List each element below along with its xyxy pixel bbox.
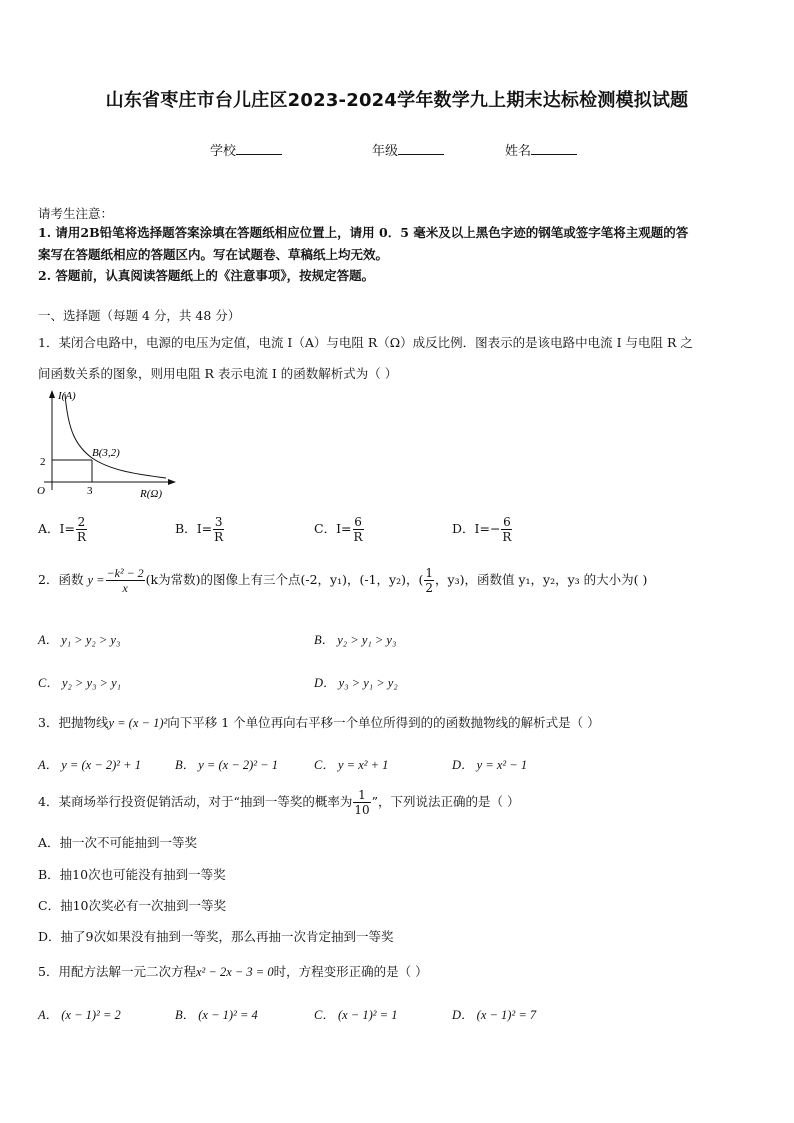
grade-blank xyxy=(398,142,444,155)
graph-tick-x: 3 xyxy=(87,485,93,497)
name-blank xyxy=(531,142,577,155)
q1-a-fraction: $\frac{2}{R}$ xyxy=(76,515,86,544)
q1-option-a: A．I= $\frac{2}{R}$ xyxy=(38,515,86,544)
q4-option-c: C．抽10次奖必有一次抽到一等奖 xyxy=(38,898,226,913)
graph-origin: O xyxy=(37,485,45,497)
q2-option-b: B． y₂ > y₁ > y₃ xyxy=(314,633,397,647)
notice-item-1b: 案写在答题纸相应的答题区内。写在试题卷、草稿纸上均无效。 xyxy=(38,247,389,262)
q5-option-a: A． (x − 1)² = 2 xyxy=(38,1008,121,1022)
q3-option-c: C． y = x² + 1 xyxy=(314,758,389,772)
graph-point-label: B(3,2) xyxy=(92,447,120,459)
section-heading: 一、选择题（每题 4 分，共 48 分） xyxy=(38,308,241,323)
q1-option-b: B．I= $\frac{3}{R}$ xyxy=(175,515,224,544)
q3-option-d: D． y = x² − 1 xyxy=(452,758,528,772)
q5-option-b: B． (x − 1)² = 4 xyxy=(175,1008,258,1022)
q1-option-c: C．I= $\frac{6}{R}$ xyxy=(314,515,363,544)
hyperbola-curve xyxy=(65,394,166,478)
q1-c-fraction: $\frac{6}{R}$ xyxy=(353,515,363,544)
q5-option-c: C． (x − 1)² = 1 xyxy=(314,1008,398,1022)
q3-option-a: A． y = (x − 2)² + 1 xyxy=(38,758,141,772)
school-blank xyxy=(236,142,282,155)
notice-heading: 请考生注意： xyxy=(38,206,114,221)
q4-option-a: A．抽一次不可能抽到一等奖 xyxy=(38,835,198,850)
q4-fraction: $\frac{1}{10}$ xyxy=(354,788,370,817)
q2-option-d: D． y₃ > y₁ > y₂ xyxy=(314,676,398,690)
name-label: 姓名 xyxy=(505,144,532,159)
x-axis-arrow xyxy=(168,479,176,485)
q3-stem: 3．把抛物线y = (x − 1)²向下平移 1 个单位再向右平移一个单位所得到的的函数抛物线的解析式是（ ） xyxy=(38,715,600,730)
q3-option-b: B． y = (x − 2)² − 1 xyxy=(175,758,278,772)
q2-point-fraction: $\frac{1}{2}$ xyxy=(425,566,434,595)
notice-item-1a: 1. 请用2B铅笔将选择题答案涂填在答题纸相应位置上，请用 0．5 毫米及以上黑色字迹的钢笔或签字笔将主观题的答 xyxy=(38,225,689,240)
name-field xyxy=(505,140,577,159)
q1-stem-line2: 间函数关系的图象，则用电阻 R 表示电流 I 的函数解析式为（ ） xyxy=(38,366,398,381)
q4-option-d: D．抽了9次如果没有抽到一等奖，那么再抽一次肯定抽到一等奖 xyxy=(38,929,394,944)
q5-option-d: D． (x − 1)² = 7 xyxy=(452,1008,537,1022)
y-axis-arrow xyxy=(49,390,55,398)
grade-field xyxy=(372,140,444,159)
notice-item-2: 2. 答题前，认真阅读答题纸上的《注意事项》，按规定答题。 xyxy=(38,268,375,283)
q1-d-fraction: $\frac{6}{R}$ xyxy=(502,515,512,544)
q1-graph xyxy=(34,386,184,506)
q2-option-c: C． y₂ > y₃ > y₁ xyxy=(38,676,122,690)
graph-xlabel: R(Ω) xyxy=(140,488,162,500)
q1-stem-line1: 1．某闭合电路中，电源的电压为定值，电流 I（A）与电阻 R（Ω）成反比例．图表示的是该电路中电流 I 与电阻 R 之 xyxy=(38,335,693,350)
graph-ylabel: I(A) xyxy=(58,390,76,402)
page-title: 山东省枣庄市台儿庄区2023-2024学年数学九上期末达标检测模拟试题 xyxy=(105,90,689,111)
q2-option-a: A． y₁ > y₂ > y₃ xyxy=(38,633,121,647)
q2-stem: 2．函数 y = $\frac{\text{−k² − 2}}{x}$ (k为常数)的图像上有三个点(-2，y₁)，(-1，y₂)，( $\frac{1}{2}$ ，y₃)，函数值 y₁，y₂，y₃ 的大小为( ) xyxy=(38,566,648,595)
q1-option-d: D．I=− $\frac{6}{R}$ xyxy=(452,515,512,544)
graph-tick-y: 2 xyxy=(40,456,46,468)
q4-option-b: B．抽10次也可能没有抽到一等奖 xyxy=(38,867,226,882)
school-field xyxy=(210,140,282,159)
q2-function-fraction: $\frac{\text{−k² − 2}}{x}$ xyxy=(106,566,144,595)
q5-stem: 5．用配方法解一元二次方程x² − 2x − 3 = 0时，方程变形正确的是（ ） xyxy=(38,964,428,979)
q1-b-fraction: $\frac{3}{R}$ xyxy=(214,515,224,544)
grade-label: 年级 xyxy=(372,144,399,159)
school-label: 学校 xyxy=(210,144,237,159)
q4-stem: 4．某商场举行投资促销活动，对于“抽到一等奖的概率为 $\frac{1}{10}$ ”，下列说法正确的是（ ） xyxy=(38,788,520,817)
